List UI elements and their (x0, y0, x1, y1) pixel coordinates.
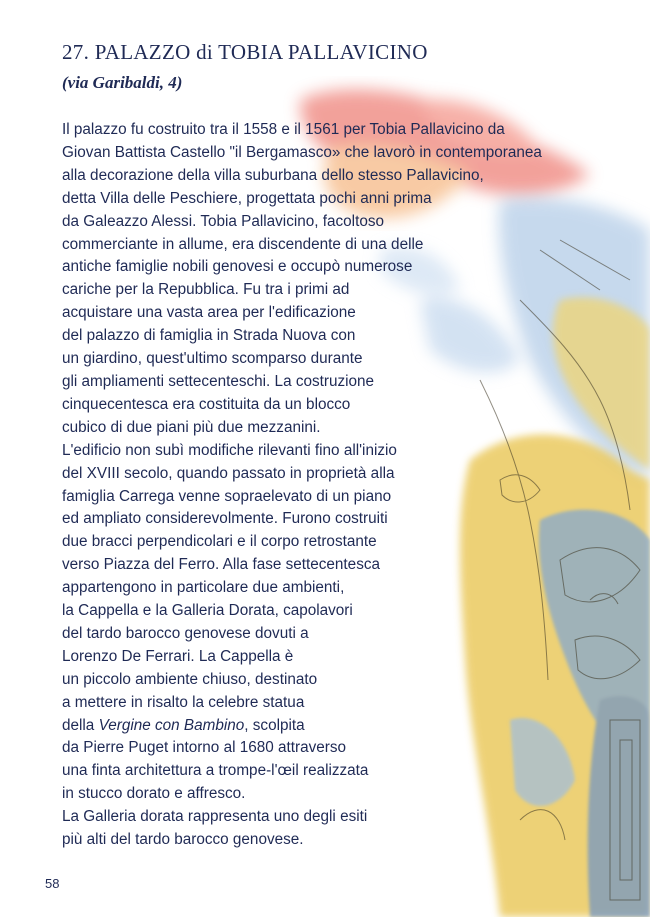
page-number: 58 (45, 876, 60, 891)
address-subtitle: (via Garibaldi, 4) (62, 73, 183, 92)
text-line: La Galleria dorata rappresenta uno degli esiti (62, 808, 368, 826)
text-line: gli ampliamenti settecenteschi. La costruzione (62, 372, 375, 390)
text-line: cinquecentesca era costituita da un blocco (62, 395, 351, 413)
text-line: in stucco dorato e affresco. (62, 785, 246, 803)
text-line-with-italic (62, 715, 622, 738)
text-line: appartengono in particolare due ambienti, (62, 579, 345, 597)
text-line: detta Villa delle Peschiere, progettata pochi anni prima (62, 189, 432, 207)
text-line: da Pierre Puget intorno al 1680 attraverso (62, 739, 347, 757)
text-line: cariche per la Repubblica. Fu tra i primi ad (62, 281, 350, 299)
text-line: ed ampliato considerevolmente. Furono costruiti (62, 510, 388, 528)
text-line: la Cappella e la Galleria Dorata, capolavori (62, 602, 353, 620)
text-line: cubico di due piani più due mezzanini. (62, 418, 321, 436)
text-line: famiglia Carrega venne sopraelevato di un piano (62, 487, 392, 505)
text-line: Lorenzo De Ferrari. La Cappella è (62, 647, 294, 665)
artwork-title: Vergine con Bambino (98, 716, 245, 734)
text-line: da Galeazzo Alessi. Tobia Pallavicino, facoltoso (62, 212, 384, 230)
text-line: commerciante in allume, era discendente di una delle (62, 235, 424, 253)
text-line: un piccolo ambiente chiuso, destinato (62, 670, 318, 688)
body-text (62, 119, 622, 852)
text-line: due bracci perpendicolari e il corpo retrostante (62, 533, 377, 551)
text-line: una finta architettura a trompe-l'œil realizzata (62, 762, 369, 780)
text-line: antiche famiglie nobili genovesi e occupò numerose (62, 258, 413, 276)
text-line: del tardo barocco genovese dovuti a (62, 624, 309, 642)
page-title: 27. PALAZZO di TOBIA PALLAVICINO (62, 40, 428, 64)
text-line: verso Piazza del Ferro. Alla fase settecentesca (62, 556, 380, 574)
text-line: L'edificio non subì modifiche rilevanti fino all'inizio (62, 441, 397, 459)
text-line: del XVIII secolo, quando passato in proprietà alla (62, 464, 395, 482)
text-line: acquistare una vasta area per l'edificazione (62, 304, 356, 322)
text-fragment: della (62, 716, 99, 734)
text-line: alla decorazione della villa suburbana dello stesso Pallavicino, (62, 166, 484, 184)
text-line: più alti del tardo barocco genovese. (62, 831, 304, 849)
text-line: del palazzo di famiglia in Strada Nuova con (62, 327, 356, 345)
text-line: Il palazzo fu costruito tra il 1558 e il 1561 per Tobia Pallavicino da (62, 121, 505, 138)
text-line: Giovan Battista Castello "il Bergamasco» che lavorò in contemporanea (62, 143, 542, 161)
text-fragment: , scolpita (244, 716, 305, 734)
text-line: a mettere in risalto la celebre statua (62, 693, 305, 711)
text-line: un giardino, quest'ultimo scomparso durante (62, 350, 363, 368)
